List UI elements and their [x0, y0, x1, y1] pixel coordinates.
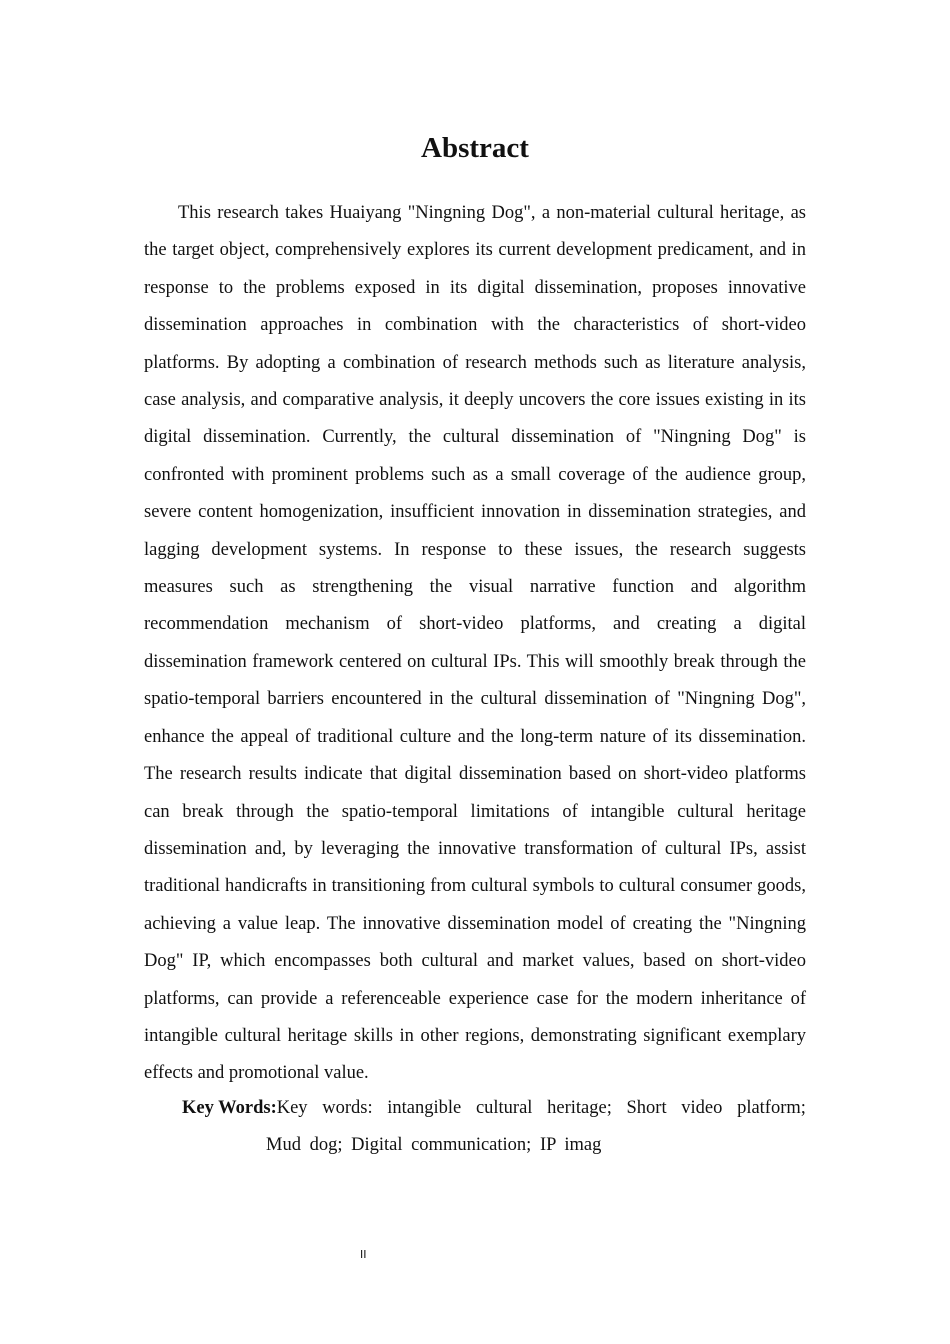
keywords-line-2: Mud dog; Digital communication; IP imag [266, 1135, 602, 1156]
keyword-word: platform; [737, 1098, 806, 1118]
page-number: II [360, 1248, 367, 1261]
keyword-first-word-group [182, 1090, 308, 1127]
keywords-line-1 [182, 1090, 806, 1127]
keyword-word: heritage; [547, 1098, 612, 1118]
keyword-word: cultural [475, 1098, 533, 1118]
keyword-word: intangible [387, 1098, 462, 1118]
abstract-title: Abstract [421, 132, 529, 164]
keyword-word: Short [626, 1098, 667, 1118]
keyword-word: video [681, 1098, 723, 1118]
keywords-label: Key Words: [182, 1098, 277, 1118]
keywords-section [182, 1090, 806, 1165]
keyword-word: Key [276, 1098, 308, 1118]
abstract-body: This research takes Huaiyang "Ningning Dog", a non-material cultural heritage, as the target object, comprehensively explores its current development predicament, and in response to the problems exposed in its digital dissemination, proposes innovative dissemination approaches in combination with the characteristics of short-video platforms. By adopting a combination of research methods such as literature analysis, case analysis, and comparative analysis, it deeply uncovers the core issues existing in its digital dissemination. Currently, the cultural dissemination of "Ningning Dog" is confronted with prominent problems such as a small coverage of the audience group, severe content homogenization, insufficient innovation in dissemination strategies, and lagging development systems. In response to these issues, the research suggests measures such as strengthening the visual narrative function and algorithm recommendation mechanism of short-video platforms, and creating a digital dissemination framework centered on cultural IPs. This will smoothly break through the spatio-temporal barriers encountered in the cultural dissemination of "Ningning Dog", enhance the appeal of traditional culture and the long-term nature of its dissemination. The research results indicate that digital dissemination based on short-video platforms can break through the spatio-temporal limitations of intangible cultural heritage dissemination and, by leveraging the innovative transformation of cultural IPs, assist traditional handicrafts in transitioning from cultural symbols to cultural consumer goods, achieving a value leap. The innovative dissemination model of creating the "Ningning Dog" IP, which encompasses both cultural and market values, based on short-video platforms, can provide a referenceable experience case for the modern inheritance of intangible cultural heritage skills in other regions, demonstrating significant exemplary effects and promotional value. [144, 203, 806, 1084]
keyword-word: words: [322, 1098, 373, 1118]
